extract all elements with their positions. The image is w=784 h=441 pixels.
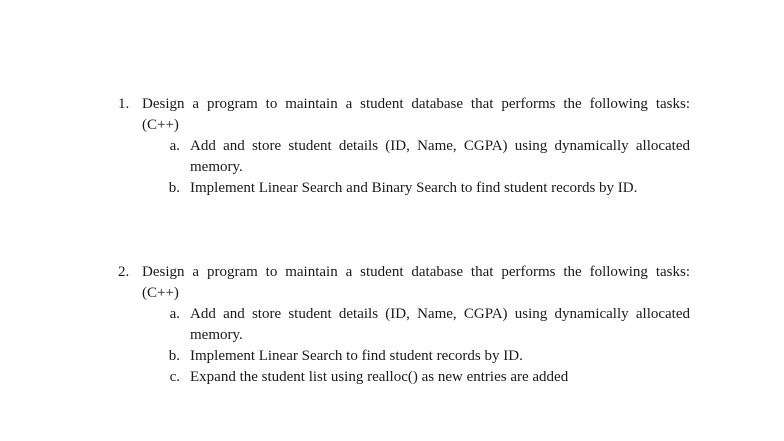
question-number: 1. bbox=[118, 96, 130, 112]
subtask-text: Add and store student details (ID, Name, CGPA) using dynamically allocated bbox=[190, 306, 690, 322]
subtask-2c bbox=[112, 367, 692, 388]
subtask-1a-line-1 bbox=[112, 136, 692, 157]
question-2-stem-line-1 bbox=[112, 262, 692, 283]
subtask-1a-line-2 bbox=[112, 157, 692, 178]
subtask-letter: b. bbox=[168, 348, 180, 364]
question-1 bbox=[112, 94, 692, 199]
subtask-letter: a. bbox=[169, 306, 180, 322]
question-stem: Design a program to maintain a student database that performs the following tasks: bbox=[142, 264, 690, 280]
subtask-letter: c. bbox=[169, 369, 180, 385]
question-1-stem-line-1 bbox=[112, 94, 692, 115]
question-language: (C++) bbox=[142, 285, 179, 301]
question-1-stem-line-2 bbox=[112, 115, 692, 136]
subtask-text: Implement Linear Search to find student records by ID. bbox=[190, 348, 523, 364]
subtask-text-continuation: memory. bbox=[190, 159, 243, 175]
subtask-letter: b. bbox=[168, 180, 180, 196]
question-number: 2. bbox=[118, 264, 130, 280]
question-language: (C++) bbox=[142, 117, 179, 133]
subtask-1b bbox=[112, 178, 692, 199]
subtask-letter: a. bbox=[169, 138, 180, 154]
question-2 bbox=[112, 262, 692, 388]
question-stem: Design a program to maintain a student database that performs the following tasks: bbox=[142, 96, 690, 112]
question-2-stem-line-2 bbox=[112, 283, 692, 304]
subtask-text: Expand the student list using realloc() as new entries are added bbox=[190, 369, 569, 385]
subtask-2a-line-1 bbox=[112, 304, 692, 325]
subtask-text-continuation: memory. bbox=[190, 327, 243, 343]
subtask-2a-line-2 bbox=[112, 325, 692, 346]
subtask-text: Add and store student details (ID, Name, CGPA) using dynamically allocated bbox=[190, 138, 690, 154]
subtask-2b bbox=[112, 346, 692, 367]
subtask-text: Implement Linear Search and Binary Search to find student records by ID. bbox=[190, 180, 638, 196]
